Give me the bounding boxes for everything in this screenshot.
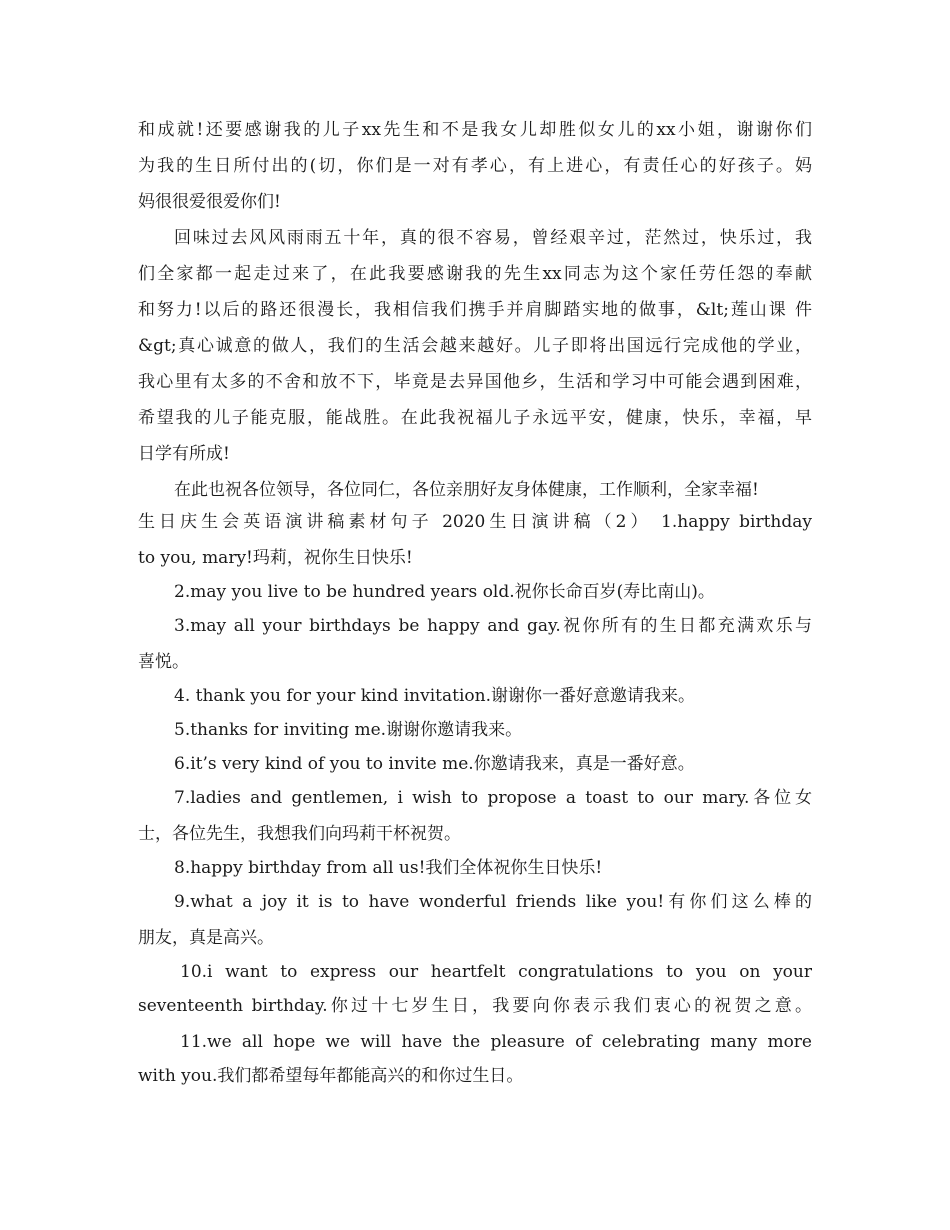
text-line: 和成就!还要感谢我的儿子xx先生和不是我女儿却胜似女儿的xx小姐，谢谢你们 [138,120,812,140]
text-line: seventeenth birthday.你过十七岁生日，我要向你表示我们衷心的祝贺之意。 [138,996,812,1016]
text-line: 日学有所成! [138,444,230,464]
text-line: 生日庆生会英语演讲稿素材句子 2020生日演讲稿（2） 1.happy birthday [138,512,812,532]
text-line: 8.happy birthday from all us!我们全体祝你生日快乐! [174,858,603,878]
text-line: 们全家都一起走过来了，在此我要感谢我的先生xx同志为这个家任劳任怨的奉献 [138,264,812,284]
text-line: 在此也祝各位领导，各位同仁，各位亲朋好友身体健康，工作顺利，全家幸福! [174,480,759,500]
text-line: 4. thank you for your kind invitation.谢谢你一番好意邀请我来。 [174,686,695,706]
text-line: 我心里有太多的不舍和放不下，毕竟是去异国他乡，生活和学习中可能会遇到困难， [138,372,812,392]
text-line: 5.thanks for inviting me.谢谢你邀请我来。 [174,720,523,740]
text-line: &gt;真心诚意的做人，我们的生活会越来越好。儿子即将出国远行完成他的学业， [138,336,812,356]
text-line: 喜悦。 [138,652,189,672]
text-line: 7.ladies and gentlemen, i wish to propose a toast to our mary.各位女 [174,788,812,808]
text-line: 3.may all your birthdays be happy and gay.祝你所有的生日都充满欢乐与 [174,616,812,636]
text-line: 和努力!以后的路还很漫长，我相信我们携手并肩脚踏实地的做事，&lt;莲山课 件 [138,300,812,320]
text-line: to you, mary!玛莉，祝你生日快乐! [138,548,413,568]
text-line: 希望我的儿子能克服，能战胜。在此我祝福儿子永远平安，健康，快乐，幸福，早 [138,408,812,428]
text-line: 2.may you live to be hundred years old.祝你长命百岁(寿比南山)。 [174,582,715,602]
text-line: 士，各位先生，我想我们向玛莉干杯祝贺。 [138,824,461,844]
text-line: 9.what a joy it is to have wonderful friends like you!有你们这么棒的 [174,892,812,912]
text-line: with you.我们都希望每年都能高兴的和你过生日。 [138,1066,524,1086]
text-line: 回味过去风风雨雨五十年，真的很不容易，曾经艰辛过，茫然过，快乐过，我 [174,228,812,248]
text-line: 妈很很爱很爱你们! [138,192,281,212]
text-line: 朋友，真是高兴。 [138,928,274,948]
text-line: 11.we all hope we will have the pleasure of celebrating many more [180,1032,812,1052]
text-line: 为我的生日所付出的(切，你们是一对有孝心，有上进心，有责任心的好孩子。妈 [138,156,812,176]
text-line: 6.it’s very kind of you to invite me.你邀请我来，真是一番好意。 [174,754,695,774]
text-line: 10.i want to express our heartfelt congratulations to you on your [180,962,812,982]
